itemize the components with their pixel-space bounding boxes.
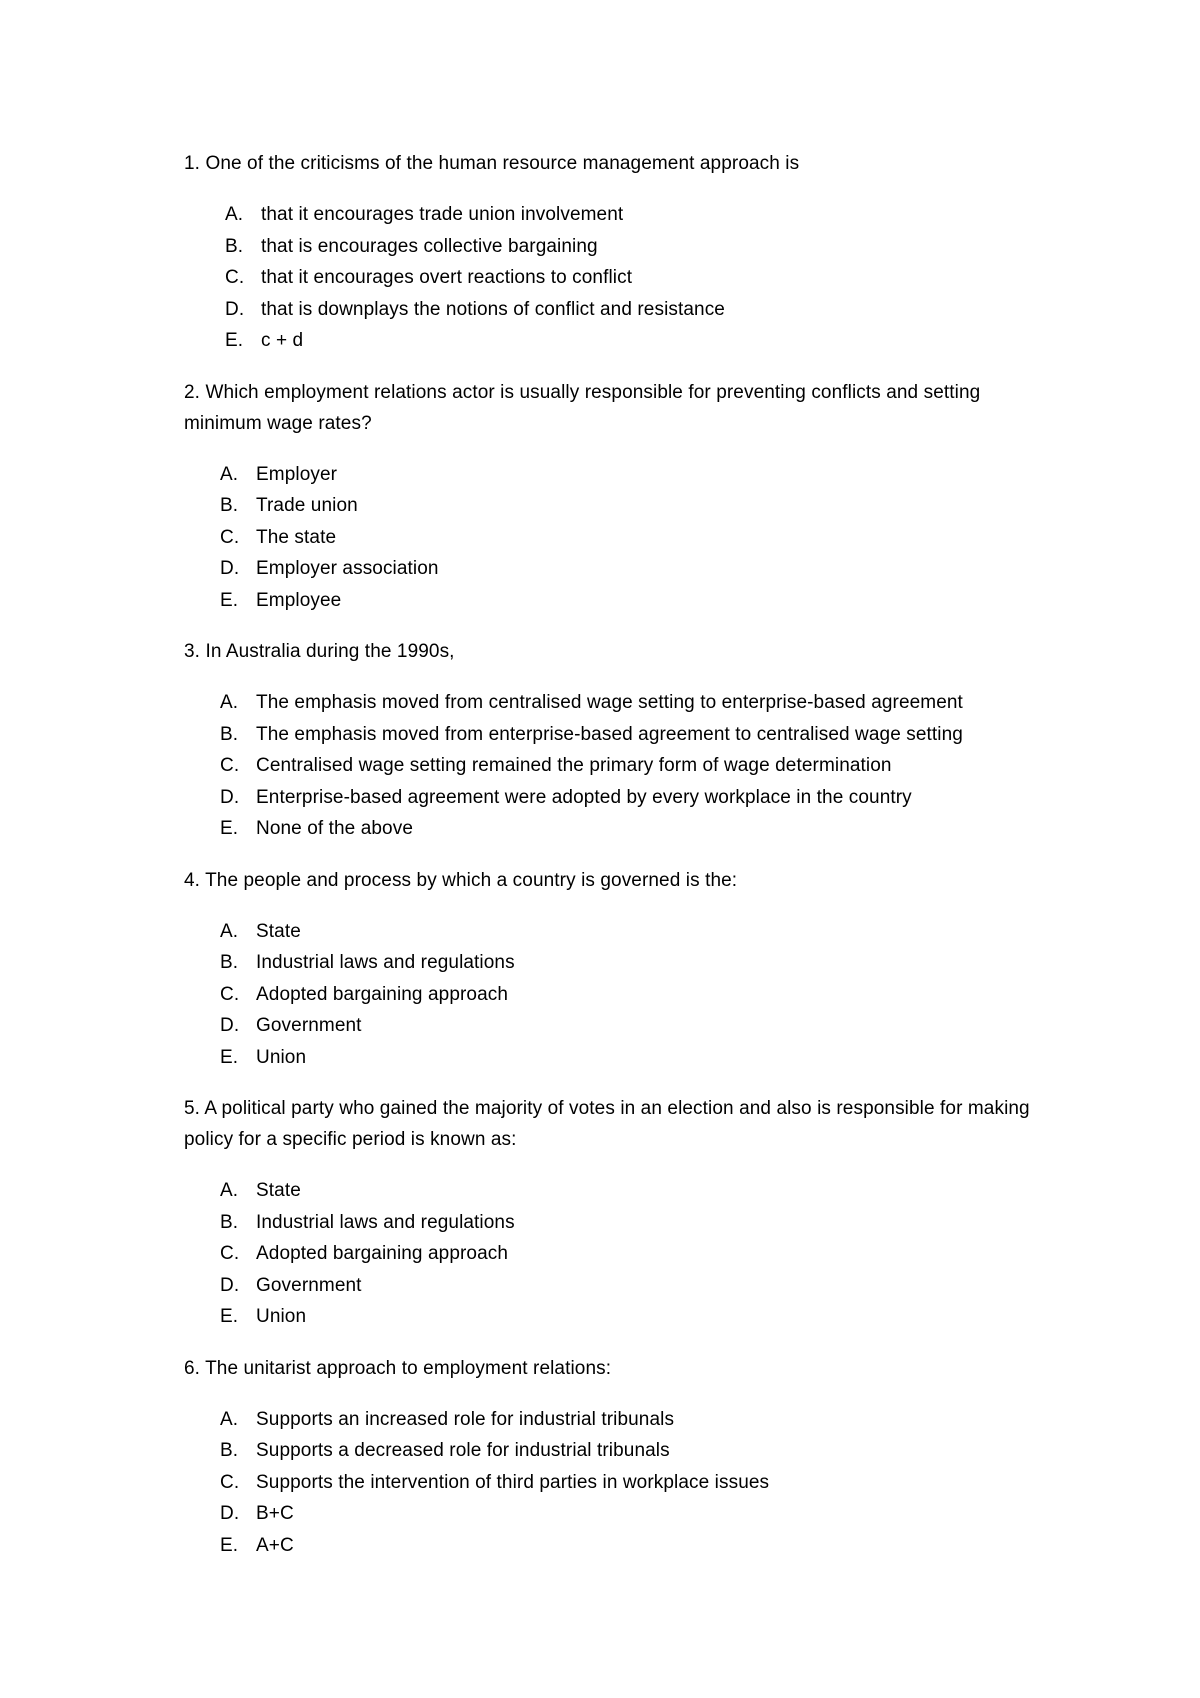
option-b: [184, 719, 1044, 751]
question-prompt: The people and process by which a country is governed is the:: [205, 869, 738, 891]
question-number: 6.: [184, 1357, 201, 1379]
option-text: that it encourages trade union involvement: [261, 204, 624, 225]
option-text: Employee: [256, 589, 342, 611]
option-letter: B.: [220, 1440, 239, 1461]
option-letter: C.: [220, 1471, 240, 1493]
option-d: [184, 782, 1044, 814]
option-e: [184, 1530, 1044, 1562]
option-e: [184, 1042, 1044, 1074]
option-letter: B.: [220, 723, 239, 745]
answer-options: [184, 687, 1044, 845]
option-b: [184, 1207, 1044, 1239]
option-text: Employer: [256, 463, 338, 485]
option-text: The emphasis moved from centralised wage setting to enterprise-based agreement: [256, 692, 963, 713]
option-b: [184, 231, 1044, 263]
option-text: State: [256, 920, 301, 942]
answer-options: [184, 1175, 1044, 1333]
option-letter: D.: [225, 298, 245, 320]
question-prompt: The unitarist approach to employment relations:: [205, 1357, 612, 1379]
option-c: [184, 522, 1044, 554]
option-letter: B.: [220, 952, 239, 973]
option-b: [184, 1435, 1044, 1467]
question-5: [184, 1093, 1044, 1333]
option-a: [184, 687, 1044, 719]
option-letter: C.: [220, 1243, 240, 1264]
option-letter: D.: [220, 1503, 240, 1524]
option-text: None of the above: [256, 818, 413, 839]
question-number: 5.: [184, 1098, 201, 1119]
question-prompt: Which employment relations actor is usually responsible for preventing conflicts and setting minimum wage rates?: [184, 381, 981, 434]
option-b: [184, 947, 1044, 979]
option-a: [184, 1175, 1044, 1207]
option-d: [184, 1010, 1044, 1042]
option-d: [184, 1270, 1044, 1302]
option-text: Union: [256, 1306, 307, 1327]
option-text: State: [256, 1180, 301, 1201]
option-text: that it encourages overt reactions to conflict: [261, 267, 633, 288]
option-letter: B.: [225, 235, 244, 257]
question-number: 4.: [184, 869, 201, 891]
question-3: [184, 636, 1044, 845]
question-number: 2.: [184, 381, 201, 403]
option-letter: D.: [220, 1015, 240, 1036]
option-letter: B.: [220, 1211, 239, 1233]
option-text: Adopted bargaining approach: [256, 983, 509, 1005]
option-letter: E.: [220, 589, 239, 611]
question-text: [184, 1093, 1044, 1155]
option-letter: A.: [220, 463, 239, 485]
option-letter: C.: [225, 267, 245, 288]
option-text: Centralised wage setting remained the primary form of wage determination: [256, 755, 892, 776]
answer-options: [184, 916, 1044, 1074]
question-number: 1.: [184, 153, 201, 174]
option-letter: E.: [220, 1534, 239, 1556]
question-list: [184, 148, 1044, 1581]
option-d: [184, 553, 1044, 585]
option-letter: D.: [220, 1274, 240, 1296]
option-text: B+C: [256, 1503, 294, 1524]
question-prompt: One of the criticisms of the human resource management approach is: [205, 153, 800, 174]
option-letter: D.: [220, 786, 240, 808]
option-text: that is encourages collective bargaining: [261, 235, 598, 257]
option-text: Supports an increased role for industrial tribunals: [256, 1408, 675, 1430]
option-text: The state: [256, 526, 337, 548]
option-a: [184, 916, 1044, 948]
question-text: [184, 636, 1044, 667]
option-letter: A.: [220, 1408, 239, 1430]
option-text: Employer association: [256, 558, 439, 579]
option-letter: E.: [220, 1306, 239, 1327]
option-c: [184, 1238, 1044, 1270]
question-number: 3.: [184, 641, 201, 662]
option-d: [184, 294, 1044, 326]
option-c: [184, 750, 1044, 782]
question-prompt: A political party who gained the majority of votes in an election and also is responsible for making policy for a specific period is known as:: [184, 1098, 1030, 1150]
question-6: [184, 1353, 1044, 1562]
option-e: [184, 813, 1044, 845]
option-a: [184, 459, 1044, 491]
option-letter: E.: [220, 1046, 239, 1068]
option-text: Trade union: [256, 495, 358, 516]
option-letter: A.: [220, 1180, 239, 1201]
option-c: [184, 1467, 1044, 1499]
option-a: [184, 1404, 1044, 1436]
question-2: [184, 377, 1044, 617]
option-text: Adopted bargaining approach: [256, 1243, 509, 1264]
option-letter: B.: [220, 495, 239, 516]
option-text: Enterprise-based agreement were adopted by every workplace in the country: [256, 786, 912, 808]
question-text: [184, 865, 1044, 896]
option-letter: A.: [220, 692, 239, 713]
answer-options: [184, 1404, 1044, 1562]
option-text: Industrial laws and regulations: [256, 952, 515, 973]
option-c: [184, 262, 1044, 294]
option-text: Industrial laws and regulations: [256, 1211, 515, 1233]
answer-options: [184, 199, 1044, 357]
option-text: Supports a decreased role for industrial tribunals: [256, 1440, 670, 1461]
option-c: [184, 979, 1044, 1011]
option-letter: D.: [220, 558, 240, 579]
option-text: c + d: [261, 330, 304, 351]
option-text: The emphasis moved from enterprise-based agreement to centralised wage setting: [256, 723, 963, 745]
option-text: Union: [256, 1046, 307, 1068]
option-b: [184, 490, 1044, 522]
option-letter: A.: [225, 204, 244, 225]
option-letter: E.: [225, 330, 244, 351]
answer-options: [184, 459, 1044, 617]
option-letter: E.: [220, 818, 239, 839]
option-letter: C.: [220, 526, 240, 548]
option-text: Government: [256, 1015, 362, 1036]
question-1: [184, 148, 1044, 357]
option-text: Government: [256, 1274, 362, 1296]
option-text: A+C: [256, 1534, 294, 1556]
question-prompt: In Australia during the 1990s,: [205, 641, 455, 662]
option-letter: C.: [220, 755, 240, 776]
question-4: [184, 865, 1044, 1074]
question-text: [184, 377, 1044, 439]
option-text: Supports the intervention of third parties in workplace issues: [256, 1471, 770, 1493]
question-text: [184, 148, 1044, 179]
option-e: [184, 1301, 1044, 1333]
option-letter: A.: [220, 920, 239, 942]
option-letter: C.: [220, 983, 240, 1005]
option-a: [184, 199, 1044, 231]
option-e: [184, 585, 1044, 617]
option-e: [184, 325, 1044, 357]
option-d: [184, 1498, 1044, 1530]
option-text: that is downplays the notions of conflict and resistance: [261, 298, 725, 320]
question-text: [184, 1353, 1044, 1384]
